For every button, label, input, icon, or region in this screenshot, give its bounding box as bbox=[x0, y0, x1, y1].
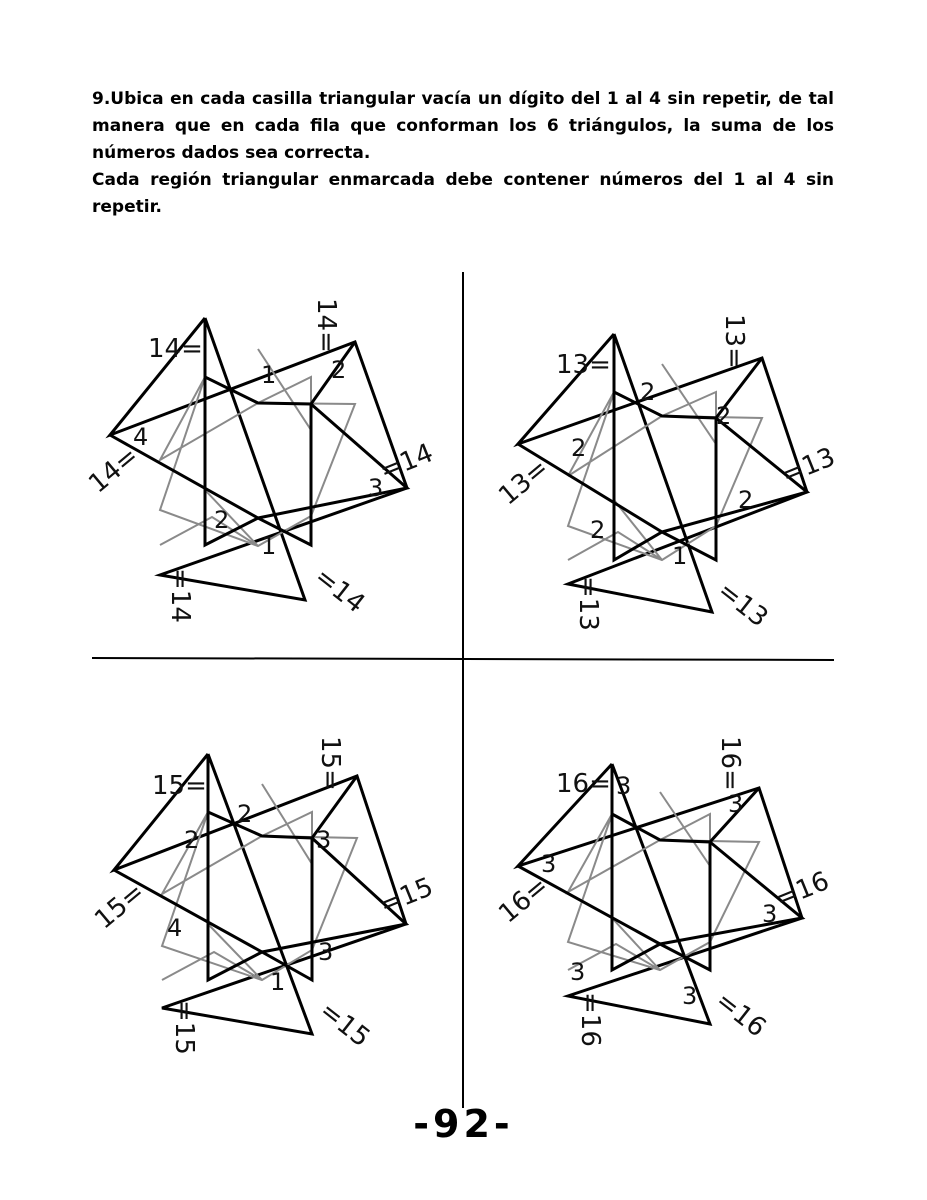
puzzle-2-given-upper-right: 2 bbox=[716, 402, 732, 430]
puzzle-2-given-top: 2 bbox=[640, 378, 656, 406]
puzzle-4-label-left: 16= bbox=[493, 871, 555, 930]
puzzle-1-given-bottom: 1 bbox=[261, 532, 277, 560]
puzzle-1-given-lower-left: 2 bbox=[214, 506, 230, 534]
puzzle-4-given-upper-right: 3 bbox=[728, 790, 744, 818]
puzzle-3-label-right: =15 bbox=[375, 872, 438, 921]
puzzle-4-label-right: =16 bbox=[771, 866, 834, 915]
puzzle-3-label-left: 15= bbox=[89, 877, 151, 936]
puzzle-1-label-bottom-right: =14 bbox=[308, 561, 371, 620]
puzzle-4-label-top-left: 16= bbox=[556, 769, 611, 799]
puzzle-1-given-left: 4 bbox=[133, 423, 149, 451]
puzzle-1-given-upper-right: 2 bbox=[331, 356, 347, 384]
puzzle-2-label-right: =13 bbox=[777, 442, 840, 491]
puzzle-1-label-top-right: 14= bbox=[311, 298, 341, 353]
puzzle-3-given-bottom: 1 bbox=[270, 968, 286, 996]
puzzle-2-label-left: 13= bbox=[493, 453, 555, 512]
puzzle-4 bbox=[493, 736, 833, 1047]
puzzle-4-given-bottom: 3 bbox=[682, 982, 698, 1010]
puzzle-3-given-lower-left: 4 bbox=[167, 914, 183, 942]
puzzle-2-given-bottom: 1 bbox=[672, 542, 688, 570]
puzzle-1-label-bottom-left: =14 bbox=[165, 568, 195, 623]
puzzle-1-given-top: 1 bbox=[261, 361, 277, 389]
puzzle-3-given-upper-left: 2 bbox=[184, 826, 200, 854]
puzzle-1 bbox=[83, 298, 437, 623]
puzzle-4-given-left: 3 bbox=[541, 850, 557, 878]
puzzle-3-given-upper-right: 3 bbox=[316, 826, 332, 854]
puzzle-2-label-top-right: 13= bbox=[719, 314, 749, 369]
puzzle-2-label-top-left: 13= bbox=[556, 350, 611, 380]
puzzle-3-label-top-right: 15= bbox=[315, 736, 345, 791]
puzzle-2-given-lower-left: 2 bbox=[590, 516, 606, 544]
puzzle-4-label-bottom-right: =16 bbox=[709, 985, 772, 1044]
puzzle-1-label-left: 14= bbox=[83, 441, 145, 500]
puzzle-2-given-right: 2 bbox=[738, 486, 754, 514]
puzzle-3 bbox=[89, 736, 437, 1055]
instruction-paragraph-2: Cada región triangular enmarcada debe contener números del 1 al 4 sin repetir. bbox=[92, 170, 834, 217]
page-number: -92- bbox=[413, 1102, 514, 1146]
instruction-paragraph-1: 9.Ubica en cada casilla triangular vacía un dígito del 1 al 4 sin repetir, de tal manera que en cada fila que conforman los 6 triángulos, la suma de los números dados sea correcta. bbox=[92, 89, 834, 163]
puzzle-1-given-right: 3 bbox=[368, 474, 384, 502]
puzzle-3-label-top-left: 15= bbox=[152, 771, 207, 801]
puzzle-4-given-right: 3 bbox=[762, 900, 778, 928]
puzzle-3-label-bottom-left: =15 bbox=[169, 1000, 199, 1055]
puzzle-1-label-right: =14 bbox=[375, 438, 438, 487]
puzzle-2-label-bottom-right: =13 bbox=[711, 575, 774, 634]
puzzle-4-given-lower-left: 3 bbox=[570, 958, 586, 986]
puzzle-3-given-lower-right: 3 bbox=[318, 938, 334, 966]
puzzle-2 bbox=[493, 314, 839, 633]
puzzle-4-label-bottom-left: =16 bbox=[575, 992, 605, 1047]
puzzle-2-given-upper-left: 2 bbox=[571, 434, 587, 462]
puzzle-4-label-top-right: 16= bbox=[715, 736, 745, 791]
puzzle-3-given-top: 2 bbox=[237, 800, 253, 828]
puzzle-4-star bbox=[518, 764, 802, 1024]
puzzle-3-label-bottom-right: =15 bbox=[313, 995, 376, 1054]
horizontal-divider bbox=[92, 658, 834, 660]
puzzle-1-label-top-left: 14= bbox=[148, 334, 203, 364]
puzzle-2-label-bottom-left: =13 bbox=[573, 576, 603, 631]
puzzle-4-given-top: 3 bbox=[616, 772, 632, 800]
